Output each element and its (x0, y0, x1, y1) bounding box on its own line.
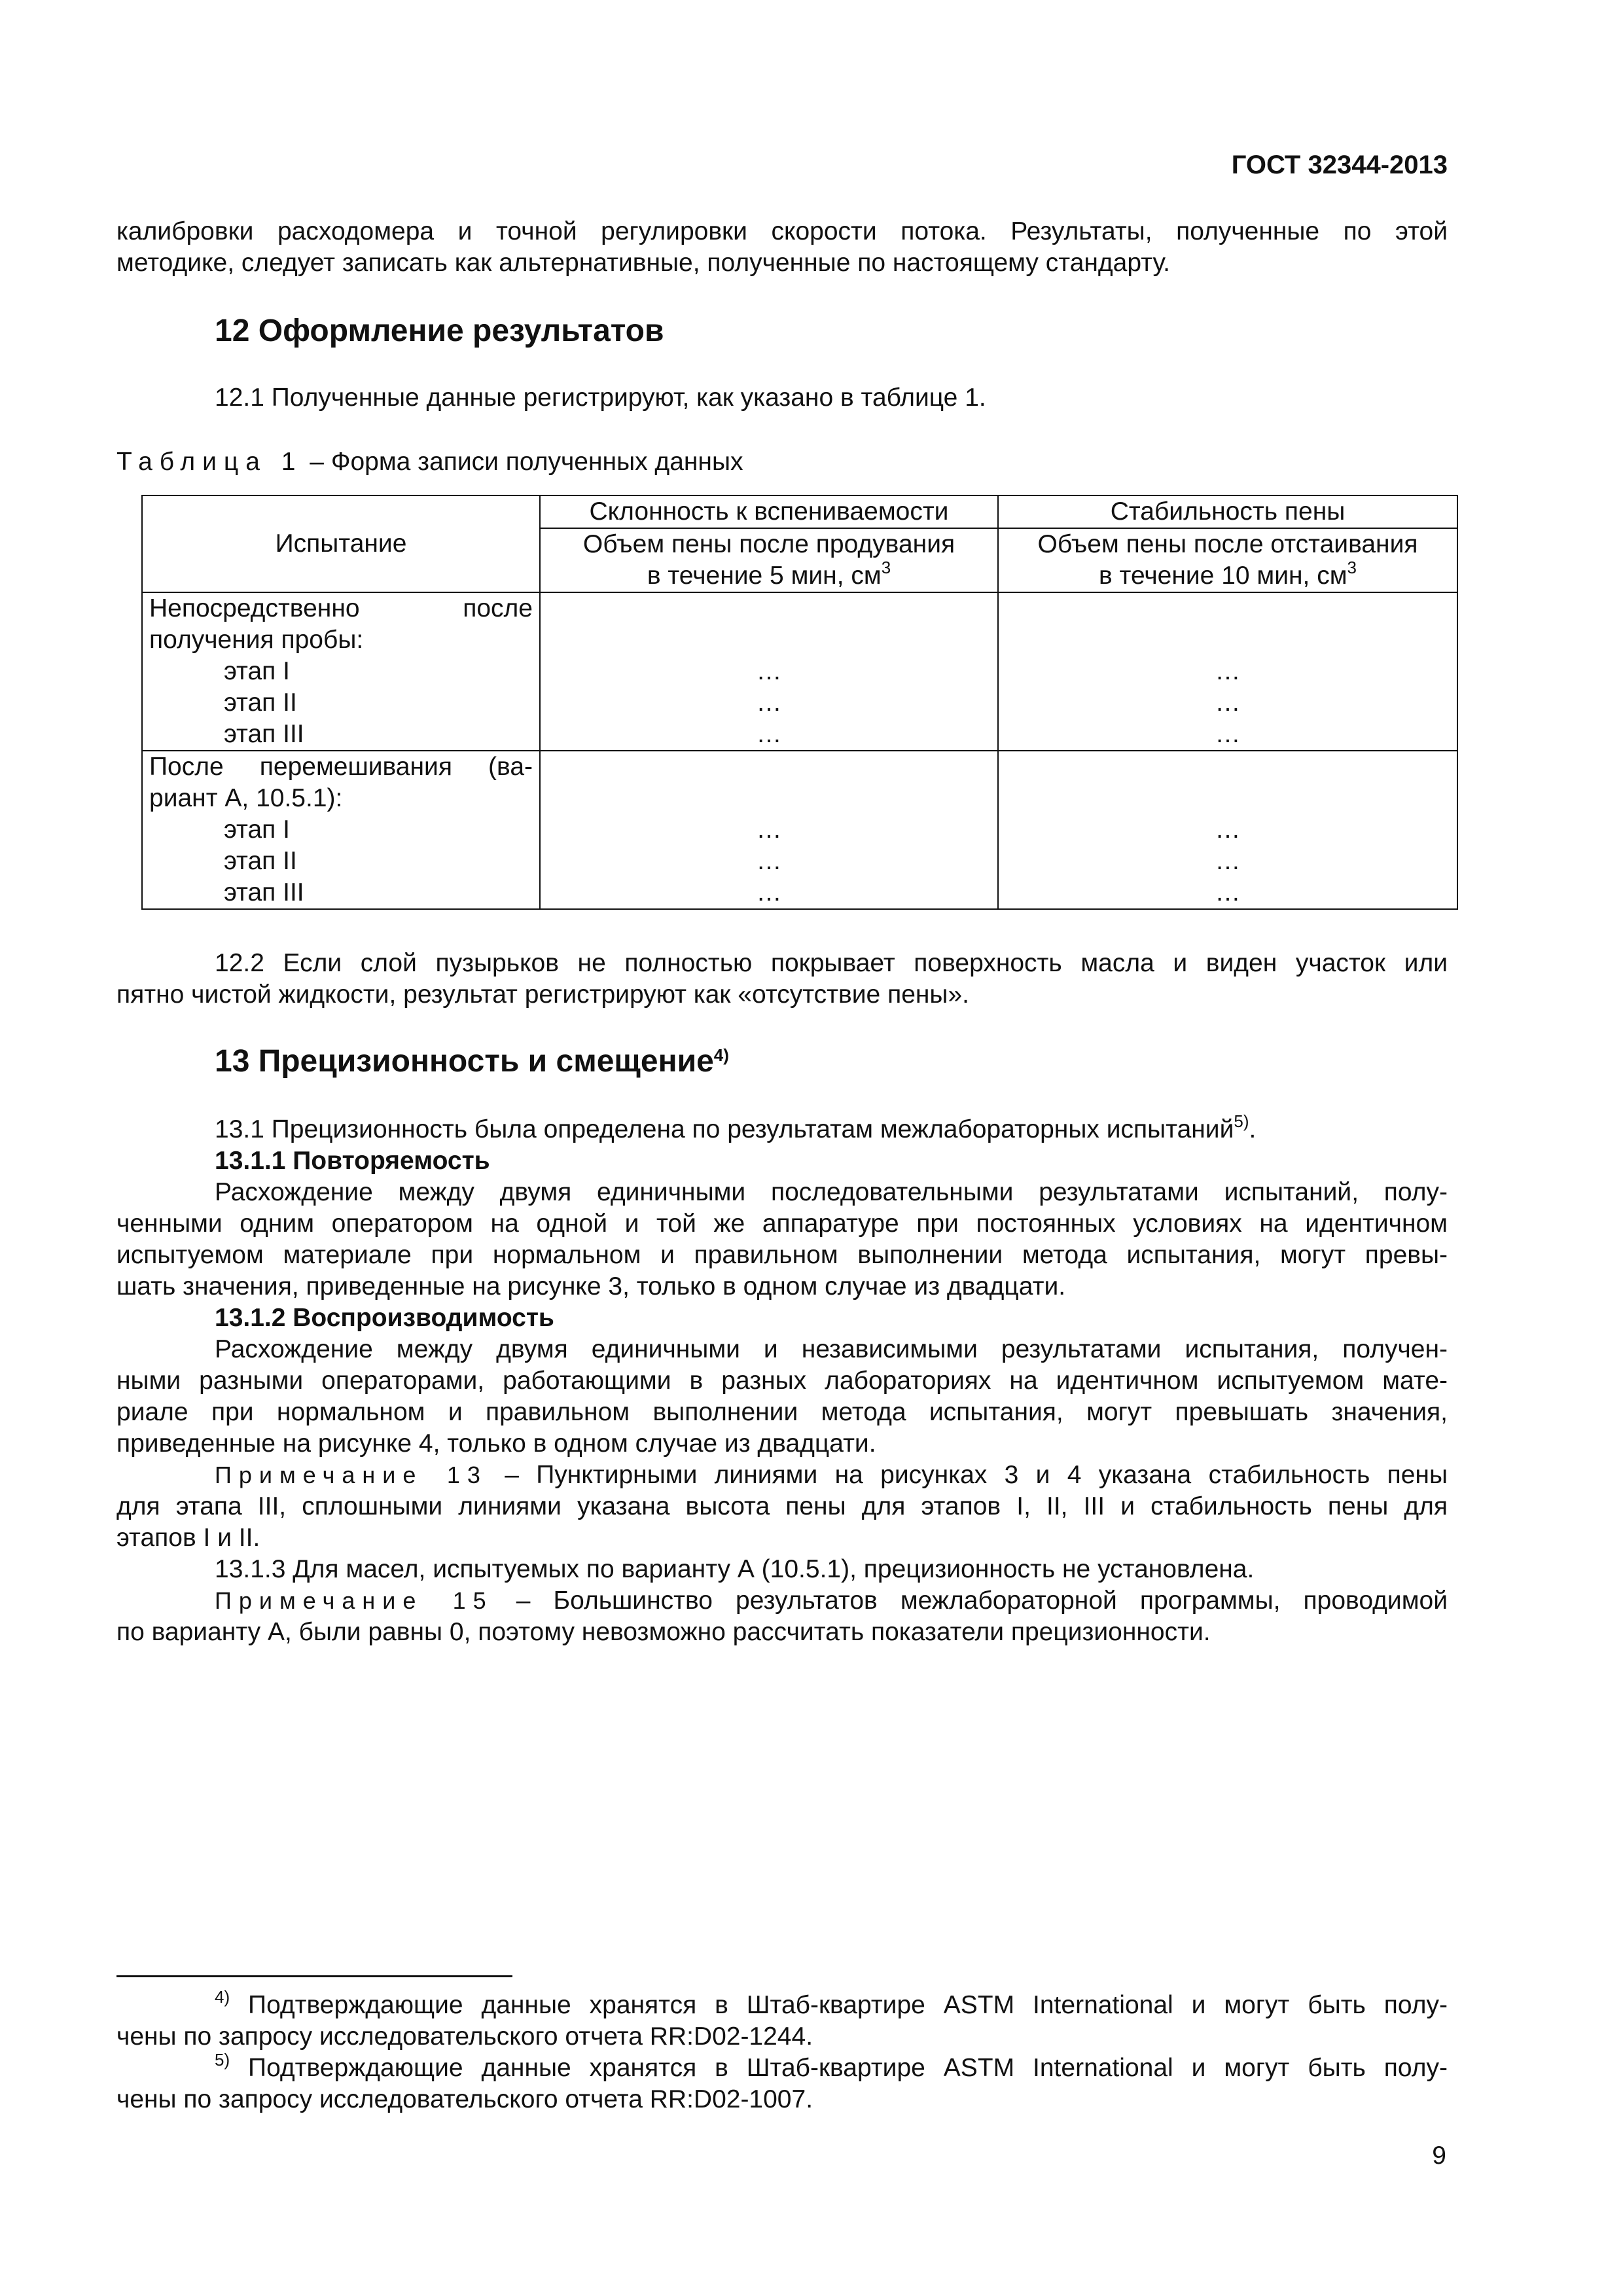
text-line: 12.2 Если слой пузырьков не полностью покрывает поверхность масла и виден участок или (215, 949, 1448, 977)
cell-foaming-group-2 (540, 751, 998, 909)
note-13 (116, 1460, 1448, 1491)
stage-label: этап I (224, 816, 290, 844)
stage-label: этап I (224, 657, 290, 685)
subheader-text: в течение 10 мин, см (1098, 562, 1347, 590)
col-subheader-stability (998, 528, 1457, 592)
footnote-ref: 4) (713, 1045, 729, 1065)
footnote-5 (116, 2050, 1448, 2084)
cell-stability-group-2 (998, 751, 1457, 909)
label-word: перемешивания (259, 753, 452, 781)
col-subheader-foaming (540, 528, 998, 592)
text-line: ченными одним оператором на одной и той же аппаратуре при постоянных условиях на идентичном (116, 1210, 1448, 1238)
text-line: по варианту А, были равны 0, поэтому невозможно рассчитать показатели прецизионности. (116, 1618, 1211, 1646)
label-line: риант А, 10.5.1): (149, 784, 343, 812)
stage-label: этап III (224, 878, 304, 906)
note-15 (116, 1585, 1448, 1617)
note-label: Примечание 13 (215, 1462, 488, 1488)
subheader-line: Объем пены после продувания (582, 530, 955, 558)
text-line: чены по запросу исследовательского отчета RR:D02-1244. (116, 2022, 813, 2051)
text-line: ными разными операторами, работающими в разных лабораториях на идентичном испытуемом мате- (116, 1367, 1448, 1395)
subheader-line (547, 560, 991, 592)
text-line: калибровки расходомера и точной регулировки скорости потока. Результаты, полученные по этой (116, 217, 1448, 245)
subheader-text: в течение 5 мин, см (647, 562, 882, 590)
footnote-ref: 5) (1234, 1111, 1249, 1131)
paragraph-12-2 (116, 948, 1448, 1011)
placeholder-cell: … (1215, 878, 1241, 906)
label-word: Непосредственно (149, 594, 360, 622)
placeholder-cell: … (756, 657, 782, 685)
table-row (142, 592, 1457, 751)
label-line (149, 593, 533, 624)
table-caption-text: – Форма записи полученных данных (302, 448, 743, 476)
table-row (142, 751, 1457, 909)
placeholder-cell: … (1215, 657, 1241, 685)
intro-paragraph (116, 216, 1448, 279)
placeholder-cell: … (756, 816, 782, 844)
text-line: испытуемом материале при нормальном и правильном выполнении метода испытания, могут превы- (116, 1241, 1448, 1269)
placeholder-cell: … (1215, 720, 1241, 748)
label-word: после (463, 594, 533, 622)
label-word: После (149, 753, 224, 781)
section-13-title (215, 1043, 729, 1080)
paragraph-13-1 (116, 1111, 1448, 1145)
footnote-marker: 5) (215, 2050, 230, 2070)
row-label-group-1 (142, 592, 540, 751)
text-line: этапов I и II. (116, 1524, 260, 1552)
stage-label: этап III (224, 720, 304, 748)
text-run: Подтверждающие данные хранятся в Штаб-квартире ASTM International и могут быть полу- (230, 1991, 1448, 2019)
note-label: Примечание 15 (215, 1587, 493, 1614)
placeholder-cell: … (1215, 689, 1241, 717)
stage-label: этап II (224, 689, 297, 717)
table-caption (116, 446, 743, 478)
placeholder-cell: … (1215, 816, 1241, 844)
section-12-title: 12 Оформление результатов (215, 314, 664, 348)
row-label-group-2 (142, 751, 540, 909)
text-run: 13.1 Прецизионность была определена по результатам межлабораторных испытаний (215, 1115, 1234, 1143)
text-line: методике, следует записать как альтернативные, полученные по настоящему стандарту. (116, 249, 1170, 277)
subsection-title: 13.1.2 Воспроизводимость (215, 1304, 554, 1332)
unit-superscript: 3 (1347, 558, 1357, 577)
placeholder-cell: … (756, 689, 782, 717)
subheader-line (1005, 560, 1450, 592)
paragraph-13-1-3: 13.1.3 Для масел, испытуемых по варианту А (10.5.1), прецизионность не установлена. (215, 1555, 1255, 1583)
table-caption-label: Таблица 1 (116, 448, 303, 476)
text-run: Подтверждающие данные хранятся в Штаб-квартире ASTM International и могут быть полу- (230, 2054, 1448, 2082)
label-word: (ва- (488, 753, 533, 781)
subheader-line: Объем пены после отстаивания (1037, 530, 1418, 558)
footnote-marker: 4) (215, 1987, 230, 2007)
placeholder-cell: … (756, 847, 782, 875)
cell-stability-group-1 (998, 592, 1457, 751)
section-13-body (116, 1111, 1448, 1648)
unit-superscript: 3 (881, 558, 891, 577)
text-line: чены по запросу исследовательского отчета RR:D02-1007. (116, 2085, 813, 2113)
text-run: . (1249, 1115, 1257, 1143)
col-header-foaming: Склонность к вспениваемости (540, 495, 998, 528)
text-line: Расхождение между двумя единичными последовательными результатами испытаний, полу- (215, 1178, 1448, 1206)
col-header-test: Испытание (142, 495, 540, 592)
text-line: пятно чистой жидкости, результат регистрируют как «отсутствие пены». (116, 980, 969, 1009)
placeholder-cell: … (1215, 847, 1241, 875)
text-line: шать значения, приведенные на рисунке 3, только в одном случае из двадцати. (116, 1272, 1066, 1300)
subsection-title: 13.1.1 Повторяемость (215, 1147, 490, 1175)
page-number: 9 (1432, 2142, 1446, 2170)
placeholder-cell: … (756, 878, 782, 906)
footnote-separator (116, 1975, 512, 1977)
document-code: ГОСТ 32344-2013 (1231, 151, 1448, 179)
text-run: – Пунктирными линиями на рисунках 3 и 4 указана стабильность пены (487, 1461, 1448, 1489)
text-run: – Большинство результатов межлабораторной программы, проводимой (493, 1587, 1448, 1615)
text-line: риале при нормальном и правильном выполнении метода испытания, могут превышать значения, (116, 1398, 1448, 1426)
col-header-stability: Стабильность пены (998, 495, 1457, 528)
footnotes (116, 1987, 1448, 2115)
text-line: Расхождение между двумя единичными и независимыми результатами испытания, получен- (215, 1335, 1448, 1363)
footnote-4 (116, 1987, 1448, 2021)
label-line (149, 751, 533, 783)
results-table (141, 495, 1458, 910)
cell-foaming-group-1 (540, 592, 998, 751)
label-line: получения пробы: (149, 626, 364, 654)
text-line: для этапа III, сплошными линиями указана высота пены для этапов I, II, III и стабильность пены для (116, 1492, 1448, 1520)
section-13-title-text: 13 Прецизионность и смещение (215, 1044, 714, 1079)
paragraph-12-1: 12.1 Полученные данные регистрируют, как указано в таблице 1. (215, 384, 986, 412)
text-line: приведенные на рисунке 4, только в одном случае из двадцати. (116, 1429, 876, 1458)
stage-label: этап II (224, 847, 297, 875)
placeholder-cell: … (756, 720, 782, 748)
